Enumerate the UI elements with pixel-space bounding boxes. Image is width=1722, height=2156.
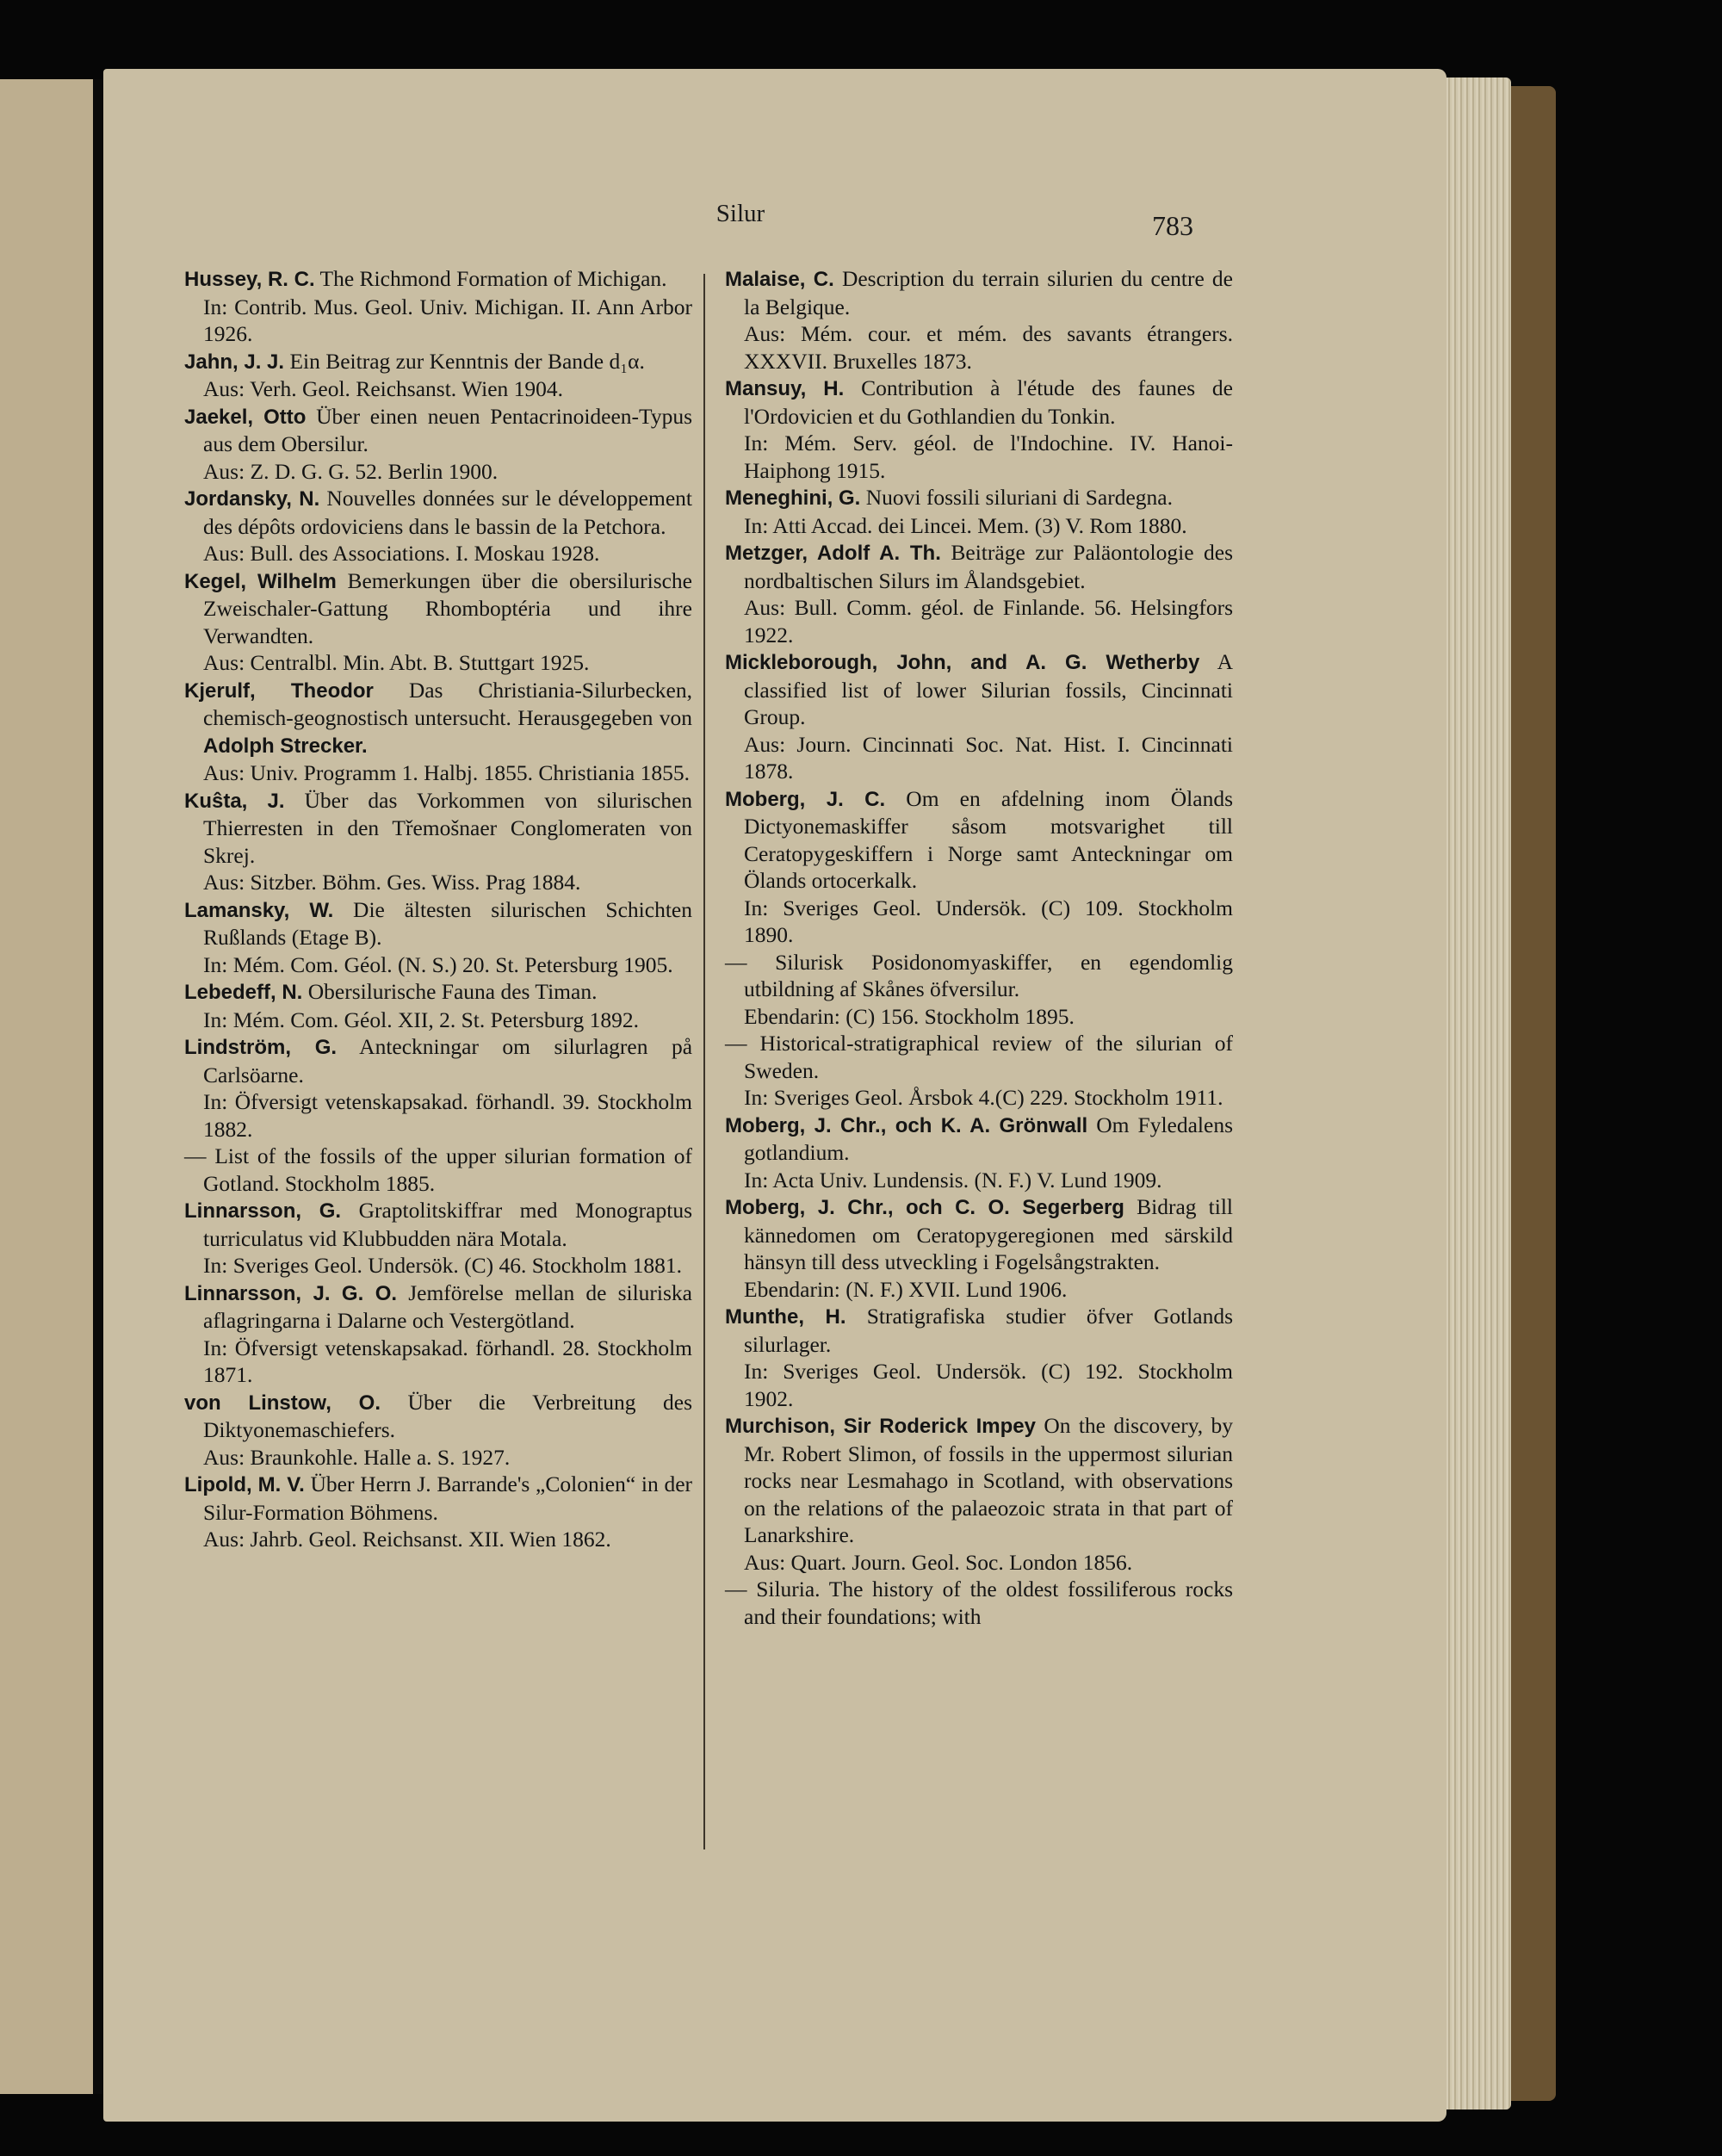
entry-title: Die ältesten silurischen Schichten Rußlands (Etage B). [203,896,692,950]
entry-source: Aus: Journ. Cincinnati Soc. Nat. Hist. I. Cincinnati 1878. [744,731,1233,784]
entry-author: Lindström, G. [184,1036,338,1059]
bib-entry [184,265,692,294]
ditto-dash: — [725,949,747,975]
entry-author: Kuŝta, J. [184,789,285,813]
column-divider [703,274,705,1849]
entry-title: Siluria. The history of the oldest fossiliferous rocks and their foundations; with [744,1577,1233,1629]
entry-author: Kegel, Wilhelm [184,569,337,593]
bib-entry [184,1279,692,1335]
entry-title: Bidrag till kännedomen om Ceratopygeregionen med särskild hänsyn till dess utveckling i Fogelsångstrakten. [744,1194,1233,1274]
entry-title: Description du terrain silurien du centre de la Belgique. [744,266,1233,319]
entry-title: Nouvelles données sur le développement des dépôts ordoviciens dans le bassin de la Petchora. [203,486,692,539]
entry-source: In: Sveriges Geol. Undersök. (C) 109. Stockholm 1890. [744,895,1233,947]
entry-title: Om en afdelning inom Ölands Dictyonemaskiffer såsom motsvarighet till Ceratopygeskiffern i Norge samt Anteckningar om Ölands ortocerkalk. [744,785,1234,893]
bib-entry [725,484,1233,512]
bib-entry [184,403,692,458]
bib-entry [725,539,1233,594]
bib-entry [725,648,1233,731]
bib-entry [184,485,692,540]
entry-source: Aus: Z. D. G. G. 52. Berlin 1900. [203,458,499,484]
bib-entry [725,785,1233,895]
bib-entry [725,1112,1233,1167]
entry-title: Über Herrn J. Barrande's „Colonien“ in der Silur-Formation Böhmens. [203,1471,693,1525]
entry-source: In: Contrib. Mus. Geol. Univ. Michigan. II. Ann Arbor 1926. [203,294,692,346]
entry-source: Aus: Mém. cour. et mém. des savants étrangers. XXXVII. Bruxelles 1873. [744,321,1233,374]
entry-author: Metzger, Adolf A. Th. [725,542,941,565]
entry-source: In: Mém. Com. Géol. XII, 2. St. Petersburg 1892. [203,1007,639,1032]
entry-title: Contribution à l'étude des faunes de l'Ordovicien et du Gothlandien du Tonkin. [744,375,1234,429]
entry-author: Meneghini, G. [725,486,861,510]
entry-source: In: Sveriges Geol. Undersök. (C) 192. Stockholm 1902. [744,1359,1233,1411]
entry-title: Über das Vorkommen von silurischen Thierresten in den Třemošnaer Conglomeraten von Skrej. [203,787,693,868]
entry-author: Moberg, J. C. [725,787,886,811]
bib-entry [184,348,692,376]
entry-author: von Linstow, O. [184,1391,381,1415]
bib-entry [725,1412,1233,1549]
left-column [184,265,692,1553]
entry-author: Linnarsson, G. [184,1199,342,1223]
entry-author: Moberg, J. Chr., och K. A. Grönwall [725,1113,1088,1137]
entry-author: Jordansky, N. [184,487,320,511]
entry-source: Aus: Quart. Journ. Geol. Soc. London 1856. [744,1549,1133,1575]
entry-source: Aus: Bull. Comm. géol. de Finlande. 56. Helsingfors 1922. [744,595,1233,647]
entry-source: Aus: Jahrb. Geol. Reichsanst. XII. Wien 1862. [203,1527,611,1552]
entry-author: Lipold, M. V. [184,1473,305,1496]
entry-source: In: Öfversigt vetenskapsakad. förhandl. 39. Stockholm 1882. [203,1089,692,1142]
entry-author: Malaise, C. [725,268,834,291]
entry-title: Anteckningar om silurlagren på Carlsöarne. [203,1034,693,1087]
entry-title: Bemerkungen über die obersilurische Zweischaler-Gattung Rhomboptéria und ihre Verwandten. [203,567,693,648]
entry-title: Über die Verbreitung des Diktyonemaschiefers. [203,1389,692,1442]
bib-entry [184,1197,692,1252]
entry-author: Hussey, R. C. [184,268,315,291]
bib-entry [725,1193,1233,1276]
entry-title: Historical-stratigraphical review of the silurian of Sweden. [744,1031,1233,1083]
entry-title: Jemförelse mellan de siluriska aflagringarna i Dalarne och Vestergötland. [203,1279,693,1333]
bib-entry [725,265,1233,320]
entry-title: Silurisk Posidonomyaskiffer, en egendomlig utbildning af Skånes öfversilur. [744,949,1233,1001]
page-number: 783 [1152,210,1193,241]
entry-source: Aus: Verh. Geol. Reichsanst. Wien 1904. [203,376,564,401]
bib-entry [184,787,692,870]
entry-author: Lebedeff, N. [184,981,303,1004]
entry-title: A classified list of lower Silurian fossils, Cincinnati Group. [744,649,1234,729]
entry-author: Linnarsson, J. G. O. [184,1281,398,1305]
previous-page-edge [0,79,96,2094]
entry-source: In: Öfversigt vetenskapsakad. förhandl. 28. Stockholm 1871. [203,1335,692,1387]
bib-entry [725,949,1233,1003]
entry-source: In: Acta Univ. Lundensis. (N. F.) V. Lund 1909. [744,1167,1162,1193]
entry-author: Moberg, J. Chr., och C. O. Segerberg [725,1196,1124,1219]
bib-entry [184,1033,692,1088]
bib-entry [725,1030,1233,1084]
ditto-dash: — [725,1577,747,1602]
entry-title: Graptolitskiffrar med Monograptus turriculatus vid Klubbudden nära Motala. [203,1198,693,1251]
entry-title: Om Fyledalens gotlandium. [744,1112,1233,1165]
entry-source: In: Mém. Serv. géol. de l'Indochine. IV. Hanoi-Haiphong 1915. [744,431,1233,483]
entry-title: List of the fossils of the upper silurian formation of Gotland. Stockholm 1885. [203,1143,692,1196]
entry-source: Ebendarin: (N. F.) XVII. Lund 1906. [744,1276,1068,1302]
entry-title: Nuovi fossili siluriani di Sardegna. [865,485,1173,510]
entry-author: Lamansky, W. [184,898,334,922]
entry-title: Beiträge zur Paläontologie des nordbaltischen Silurs im Ålandsgebiet. [744,540,1234,593]
entry-title: Das Christiania-Silurbecken, chemisch-geognostisch untersucht. Herausgegeben von [203,677,692,730]
bib-entry [184,1389,692,1444]
bib-entry [184,896,692,951]
bib-entry [184,1143,692,1197]
entry-title: Über einen neuen Pentacrinoideen-Typus aus dem Obersilur. [203,403,693,456]
bib-entry [725,1576,1233,1630]
entry-title: The Richmond Formation of Michigan. [319,266,667,291]
entry-source: In: Sveriges Geol. Årsbok 4.(C) 229. Stockholm 1911. [744,1085,1223,1110]
entry-source: In: Mém. Com. Géol. (N. S.) 20. St. Petersburg 1905. [203,951,673,977]
entry-title: Stratigrafiska studier öfver Gotlands silurlager. [744,1304,1234,1357]
entry-author: Mansuy, H. [725,377,845,400]
entry-author: Munthe, H. [725,1305,846,1329]
bib-entry [725,375,1233,430]
running-head: Silur [715,200,765,227]
entry-source: In: Sveriges Geol. Undersök. (C) 46. Stockholm 1881. [203,1253,682,1278]
entry-source: Aus: Univ. Programm 1. Halbj. 1855. Christiania 1855. [203,760,690,785]
bib-entry [725,1303,1233,1358]
right-column [725,265,1233,1630]
entry-source: Ebendarin: (C) 156. Stockholm 1895. [744,1003,1075,1029]
bib-entry [184,978,692,1007]
entry-title: On the discovery, by Mr. Robert Slimon, of fossils in the uppermost silurian rocks near Lesmahago in Scotland, with observations on the relations of the palaeozoic strata in that part of Lanarkshire. [744,1413,1234,1547]
entry-source: Aus: Sitzber. Böhm. Ges. Wiss. Prag 1884. [203,870,581,895]
book-cover-edge [1511,86,1556,2101]
bib-entry [184,567,692,650]
entry-author: Murchison, Sir Roderick Impey [725,1415,1036,1438]
entry-title: Ein Beitrag zur Kenntnis der Bande d₁α. [289,348,645,374]
entry-source: In: Atti Accad. dei Lincei. Mem. (3) V. Rom 1880. [744,512,1187,538]
entry-title: Obersilurische Fauna des Timan. [307,979,598,1004]
entry-author: Kjerulf, Theodor [184,678,374,703]
entry-source: Aus: Braunkohle. Halle a. S. 1927. [203,1444,511,1470]
ditto-dash: — [184,1143,207,1168]
entry-source: Aus: Bull. des Associations. I. Moskau 1928. [203,541,600,566]
bib-entry [184,677,692,760]
entry-author: Jaekel, Otto [184,405,307,429]
ditto-dash: — [725,1031,747,1056]
entry-author: Jahn, J. J. [184,350,285,374]
entry-author: Mickleborough, John, and A. G. Wetherby [725,651,1200,674]
entry-source: Aus: Centralbl. Min. Abt. B. Stuttgart 1925. [203,650,590,675]
bib-entry [184,1471,692,1526]
entry-editor: Adolph Strecker. [203,734,368,758]
